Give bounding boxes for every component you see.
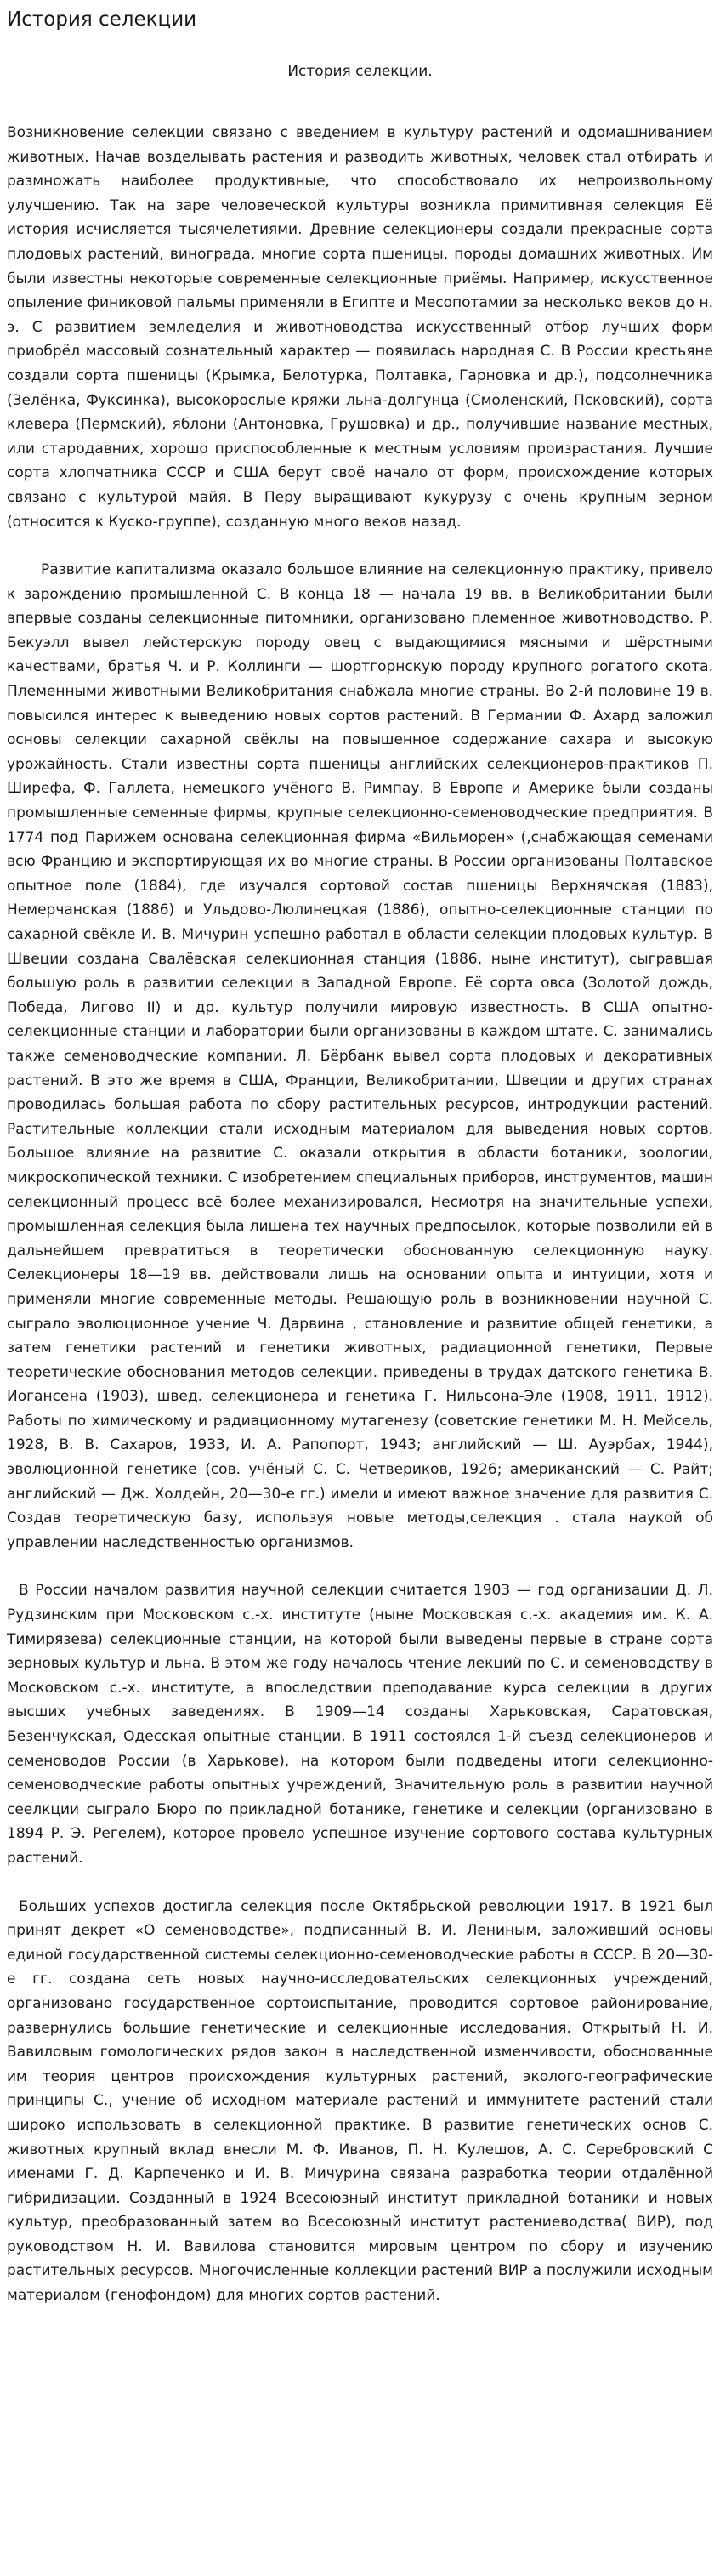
page-title: История селекции xyxy=(7,9,197,31)
paragraph-industrial-selection: Развитие капитализма оказало большое влияние на селекционную практику, привело к зарождению промышленной С. В конца 18 — начала 19 вв. в Великобритании были впервые созданы селекционные питомники, организовано племенное животноводство. Р. Бекуэлл вывел лейстерскую породу овец с выдающимися мясными и шёрстными качествами, братья Ч. и Р. Коллинги — шортгорнскую породу крупного рогатого скота. Племенными животными Великобритания снабжала многие страны. Во 2-й половине 19 в. повысился интерес к выведению новых сортов растений. В Германии Ф. Ахард заложил основы селекции сахарной свёклы на повышенное содержание сахара и высокую урожайность. Стали известны сорта пшеницы английских селекционеров-практиков П. Ширефа, Ф. Галлета, немецкого учёного В. Римпау. В Европе и Америке были созданы промышленные семенные фирмы, крупные селекционно-семеноводческие предприятия. В 1774 под Парижем основана селекционная фирма «Вильморен» (,снабжающая семенами всю Францию и экспортирующая их во многие страны. В России организованы Полтавское опытное поле (1884), где изучался сортовой состав пшеницы Верхнячская (1883), Немерчанская (1886) и Ульдово-Люлинецкая (1886), опытно-селекционные станции по сахарной свёкле И. В. Мичурин успешно работал в области селекции плодовых культур. В Швеции создана Свалёвская селекционная станция (1886, ныне институт), сыгравшая большую роль в развитии селекции в Западной Европе. Её сорта овса (Золотой дождь, Победа, Лигово II) и др. культур получили мировую известность. В США опытно-селекционные станции и лаборатории были организованы в каждом штате. С. занимались также семеноводческие компании. Л. Бёрбанк вывел сорта плодовых и декоративных растений. В это же время в США, Франции, Великобритании, Швеции и других странах проводилась большая работа по сбору растительных ресурсов, интродукции растений. Растительные коллекции стали исходным материалом для выведения новых сортов. Большое влияние на развитие С. оказали открытия в области ботаники, зоологии, микроскопической техники. С изобретением специальных приборов, инструментов, машин селекционный процесс всё более механизировался, Несмотря на значительные успехи, промышленная селекция была лишена тех научных предпосылок, которые позволили ей в дальнейшем превратиться в теоретически обоснованную селекционную науку. Селекционеры 18—19 вв. действовали лишь на основании опыта и интуиции, хотя и применяли многие современные методы. Решающую роль в возникновении научной С. сыграло эволюционное учение Ч. Дарвина , становление и развитие общей генетики, а затем генетики растений и генетики животных, радиационной генетики, Первые теоретические обоснования методов селекции. приведены в трудах датского генетика В. Иогансена (1903), швед. селекционера и генетика Г. Нильсона-Эле (1908, 1911, 1912). Работы по химическому и радиационному мутагенезу (советские генетики М. Н. Мейсель, 1928, В. В. Сахаров, 1933, И. А. Рапопорт, 1943; английский — Ш. Ауэрбах, 1944), эволюционной генетике (сов. учёный С. С. Четвериков, 1926; американский — С. Райт; английский — Дж. Холдейн, 20—30-е гг.) имели и имеют важное значение для развития С. Создав теоретическую базу, используя новые методы,селекция . стала наукой об управлении наследственностью организмов. xyxy=(7,561,713,1551)
paragraph-origins: Возникновение селекции связано с введением в культуру растений и одомашниванием животных. Начав возделывать растения и разводить животных, человек стал отбирать и размножать наиболее продуктивные, что способствовало их непроизвольному улучшению. Так на заре человеческой культуры возникла примитивная селекция Её история исчисляется тысячелетиями. Древние селекционеры создали прекрасные сорта плодовых растений, винограда, многие сорта пшеницы, породы домашних животных. Им были известны некоторые современные селекционные приёмы. Например, искусственное опыление финиковой пальмы применяли в Египте и Месопотамии за несколько веков до н. э. С развитием земледелия и животноводства искусственный отбор лучших форм приобрёл массовый сознательный характер — появилась народная С. В России крестьяне создали сорта пшеницы (Крымка, Белотурка, Полтавка, Гарновка и др.), подсолнечника (Зелёнка, Фуксинка), высокорослые кряжи льна-долгунца (Смоленский, Псковский), сорта клевера (Пермский), яблони (Антоновка, Грушовка) и др., получившие название местных, или стародавних, хорошо приспособленные к местным условиям произрастания. Лучшие сорта хлопчатника СССР и США берут своё начало от форм, происхождение которых связано с культурой майя. В Перу выращивают кукурузу с очень крупным зерном (относится к Куско-группе), созданную много веков назад. xyxy=(7,124,713,531)
paragraph-scientific-selection-russia: В России началом развития научной селекции считается 1903 — год организации Д. Л. Рудзинским при Московском с.-х. институте (ныне Московская с.-х. академия им. К. А. Тимирязева) селекционные станции, на которой были выведены первые в стране сорта зерновых культур и льна. В этом же году началось чтение лекций по С. и семеноводству в Московском с.-х. институте, а впоследствии преподавание курса селекции в других высших учебных заведениях. В 1909—14 созданы Харьковская, Саратовская, Безенчукская, Одесская опытные станции. В 1911 состоялся 1-й съезд селекционеров и семеноводов России (в Харькове), на котором были подведены итоги селекционно-семеноводческие работы опытных учреждений, Значительную роль в развитии научной сеелкции сыграло Бюро по прикладной ботанике, генетике и селекции (организовано в 1894 Р. Э. Регелем), которое провело успешное изучение сортового состава культурных растений. xyxy=(7,1582,713,1867)
paragraph-soviet-selection: Больших успехов достигла селекция после Октябрьской революции 1917. В 1921 был принят декрет «О семеноводстве», подписанный В. И. Лениным, заложивший основы единой государственной системы селекционно-семеноводческие работы в СССР. В 20—30-е гг. создана сеть новых научно-исследовательских селекционных учреждений, организовано государственное сортоиспытание, проводится сортовое районирование, развернулись большие генетические и селекционные исследования. Открытый Н. И. Вавиловым гомологических рядов закон в наследственной изменчивости, обоснованные им теория центров происхождения культурных растений, эколого-географические принципы С., учение об исходном материале растений и иммунитете растений стали широко использовать в селекционной практике. В развитие генетических основ С. животных крупный вклад внесли М. Ф. Иванов, П. Н. Кулешов, А. С. Серебровский С именами Г. Д. Карпеченко и И. В. Мичурина связана разработка теории отдалённой гибридизации. Созданный в 1924 Всесоюзный институт прикладной ботаники и новых культур, преобразованный затем во Всесоюзный институт растениеводства( ВИР), под руководством Н. И. Вавилова становится мировым центром по сбору и изучению растительных ресурсов. Многочисленные коллекции растений ВИР а послужили исходным материалом (генофондом) для многих сортов растений. xyxy=(7,1897,713,2305)
document-heading: История селекции. xyxy=(287,63,433,80)
